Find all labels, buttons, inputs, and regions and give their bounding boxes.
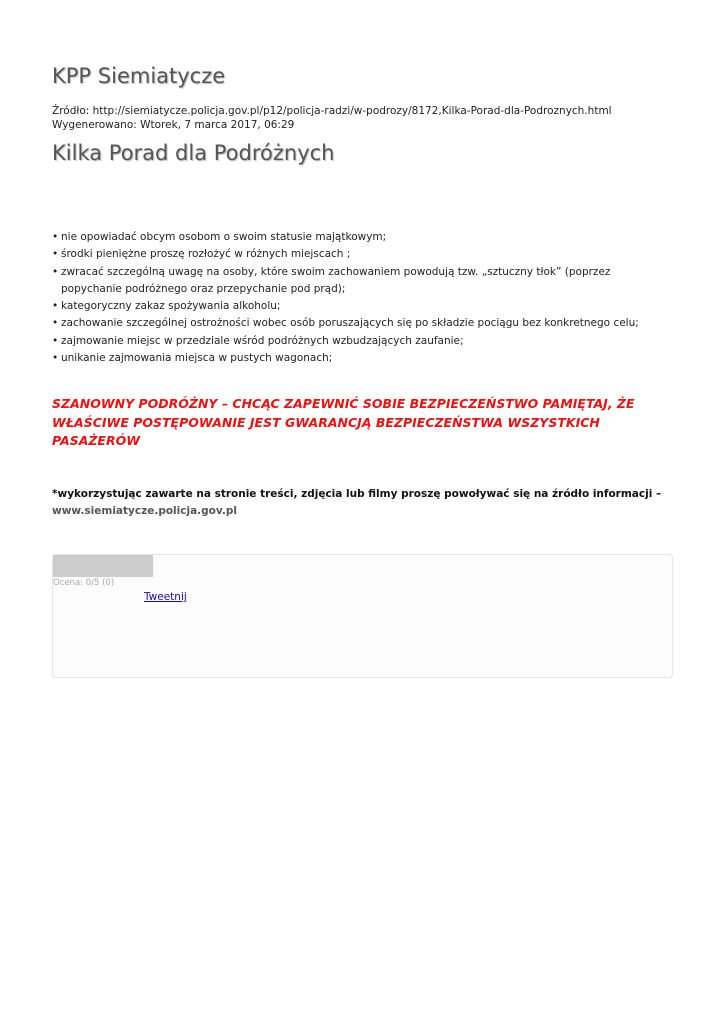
credit-text: *wykorzystując zawarte na stronie treści, zdjęcia lub filmy proszę powoływać się na źródło informacji – <box>52 488 662 500</box>
source-line: Źródło: http://siemiatycze.policja.gov.pl/p12/policja-radzi/w-podrozy/8172,Kilka-Porad-dla-Podroznych.html <box>52 105 612 117</box>
list-item: • kategoryczny zakaz spożywania alkoholu; <box>52 298 674 315</box>
list-item: • środki pieniężne proszę rozłożyć w różnych miejscach ; <box>52 246 674 263</box>
rating-stars-bar[interactable] <box>53 555 153 577</box>
warning-message: SZANOWNY PODRÓŻNY – CHCĄC ZAPEWNIĆ SOBIE BEZPIECZEŃSTWO PAMIĘTAJ, ŻE WŁAŚCIWE POSTĘPOWANIE JEST GWARANCJĄ BEZPIECZEŃSTWA WSZYSTKICH PASAŻERÓW <box>52 396 635 448</box>
site-title: KPP Siemiatycze <box>52 64 226 88</box>
list-item: • zachowanie szczególnej ostrożności wobec osób poruszających się po składzie pociągu bez konkretnego celu; <box>52 315 674 332</box>
credit-site: www.siemiatycze.policja.gov.pl <box>52 505 237 517</box>
list-item: • unikanie zajmowania miejsca w pustych wagonach; <box>52 350 674 367</box>
credit-note <box>52 486 674 520</box>
tweet-link[interactable]: Tweetnij <box>144 591 187 603</box>
article-title: Kilka Porad dla Podróżnych <box>52 141 335 165</box>
list-item: • nie opowiadać obcym osobom o swoim statusie majątkowym; <box>52 229 674 246</box>
rating-label: Ocena: 0/5 (0) <box>53 578 115 588</box>
tips-list <box>52 229 674 367</box>
list-item: • zwracać szczególną uwagę na osoby, które swoim zachowaniem powodują tzw. „sztuczny tłok” (poprzez popychanie podróżnego oraz przepychanie pod prąd); <box>52 264 674 299</box>
generated-line: Wygenerowano: Wtorek, 7 marca 2017, 06:29 <box>52 119 295 131</box>
rating-panel <box>52 554 673 678</box>
list-item: • zajmowanie miejsc w przedziale wśród podróżnych wzbudzających zaufanie; <box>52 333 674 350</box>
document-meta <box>52 104 612 132</box>
